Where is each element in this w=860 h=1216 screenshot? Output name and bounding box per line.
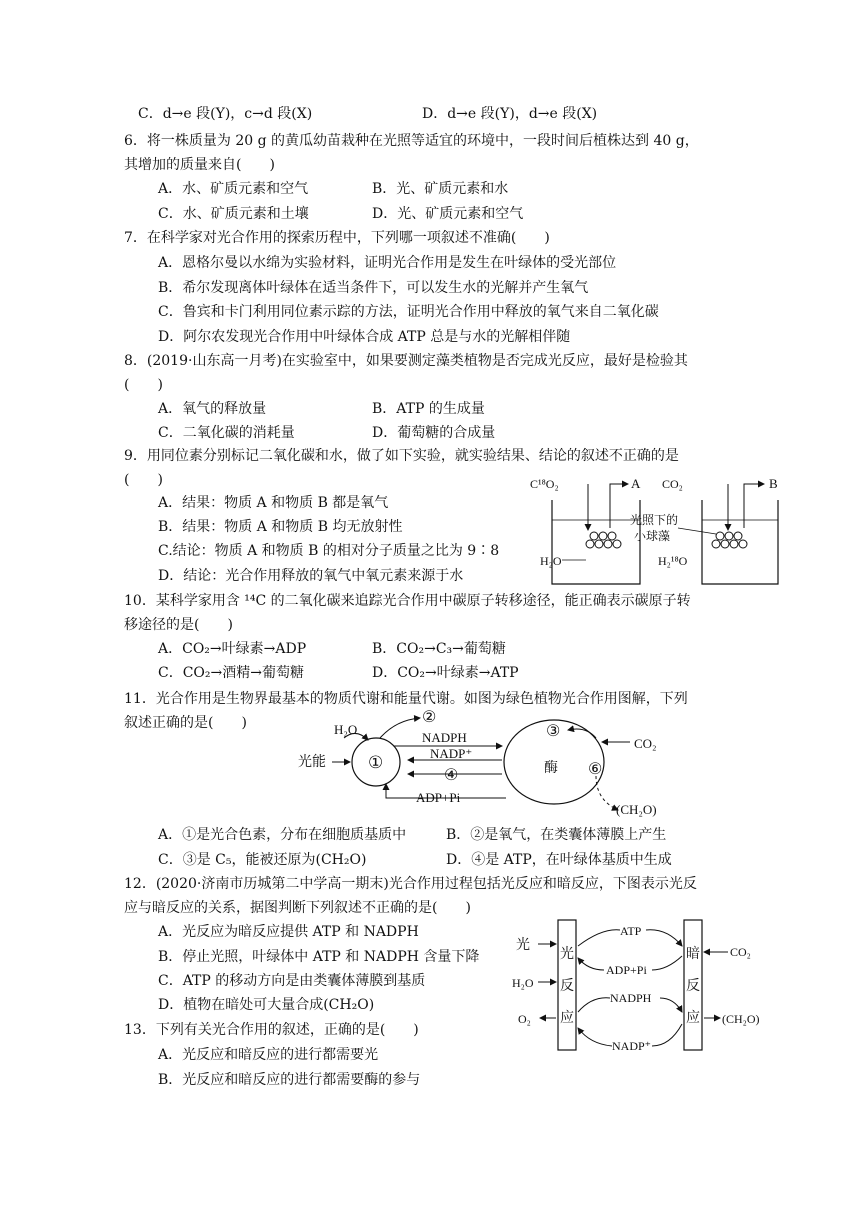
q13-option-a: A．光反应和暗反应的进行都需要光 — [158, 1047, 379, 1063]
q10-option-c: C．CO₂→酒精→葡萄糖 — [158, 665, 304, 681]
q9-stem-line1: 9．用同位素分别标记二氧化碳和水，做了如下实验，就实验结果、结论的叙述不正确的是 — [124, 448, 679, 464]
left-gas-outlet-arrow — [610, 484, 628, 528]
q7-option-d: D．阿尔农发现光合作用中叶绿体合成 ATP 总是与水的光解相伴随 — [158, 329, 571, 345]
q10-stem-line2: 移途径的是( ) — [124, 617, 233, 633]
left-output-label: A — [631, 476, 641, 491]
circle-3-label: ③ — [546, 723, 561, 740]
q8-stem-line1: 8．(2019·山东高一月考)在实验室中，如果要测定藻类植物是否完成光反应，最好是检验其 — [124, 353, 688, 369]
cycle-arrow — [568, 729, 596, 738]
nadp-curve — [652, 1024, 682, 1046]
light-reaction-char3: 应 — [560, 1011, 574, 1026]
adp-pi-label: ADP+Pi — [606, 963, 647, 977]
ch2o-label: (CH₂O) — [722, 1012, 760, 1026]
q12-option-b: B．停止光照，叶绿体中 ATP 和 NADPH 含量下降 — [158, 949, 480, 965]
q5-option-c: C．d→e 段(Y)，c→d 段(X) — [138, 106, 313, 122]
nadph-label: NADPH — [610, 991, 652, 1005]
q11-option-b: B．②是氧气，在类囊体薄膜上产生 — [446, 827, 667, 843]
circle-6-label: ⑥ — [588, 761, 603, 778]
ch2o-label: (CH₂O) — [616, 802, 657, 817]
left-gas-label: C¹⁸O₂ — [530, 477, 559, 491]
q10-option-a: A．CO₂→叶绿素→ADP — [158, 641, 307, 657]
q12-stem-line1: 12．(2020·济南市历城第二中学高一期末)光合作用过程包括光反应和暗反应，下图表示光反 — [124, 876, 697, 892]
h2o-label: H₂O — [334, 722, 358, 737]
algae-label-line2: 小球藻 — [634, 529, 671, 543]
q7-option-a: A．恩格尔曼以水绵为实验材料，证明光合作用是发生在叶绿体的受光部位 — [158, 255, 617, 271]
q7-stem: 7．在科学家对光合作用的探索历程中，下列哪一项叙述不准确( ) — [124, 230, 550, 246]
adp-curve — [652, 956, 682, 970]
left-water-label: H₂O — [540, 554, 562, 568]
q9-option-b: B．结果：物质 A 和物质 B 均无放射性 — [158, 519, 403, 535]
light-reaction-char1: 光 — [560, 947, 574, 962]
q9-option-a: A．结果：物质 A 和物质 B 都是氧气 — [158, 495, 389, 511]
co2-label: CO₂ — [730, 945, 751, 959]
right-algae — [712, 532, 747, 548]
q11-option-a: A．①是光合色素，分布在细胞质基质中 — [158, 827, 407, 843]
q11-photosynthesis-diagram — [296, 708, 676, 824]
q8-option-d: D．葡萄糖的合成量 — [372, 425, 496, 441]
q11-option-d: D．④是 ATP，在叶绿体基质中生成 — [446, 852, 672, 868]
algae-label-line1: 光照下的 — [630, 513, 679, 527]
nadph-curve — [578, 998, 610, 1012]
light-label: 光 — [516, 938, 530, 953]
q12-light-dark-reaction-diagram — [512, 916, 770, 1058]
atp-curve — [578, 930, 620, 946]
circle-2-label: ② — [422, 709, 437, 726]
q9-stem-line2: ( ) — [124, 472, 163, 488]
q11-option-c: C．③是 C₅，能被还原为(CH₂O) — [158, 852, 367, 868]
dark-reaction-char2: 反 — [686, 979, 700, 994]
dark-reaction-char1: 暗 — [686, 947, 700, 962]
q12-stem-line2: 应与暗反应的关系，据图判断下列叙述不正确的是( ) — [124, 900, 471, 916]
q12-option-d: D．植物在暗处可大量合成(CH₂O) — [158, 997, 375, 1013]
q10-option-b: B．CO₂→C₃→葡萄糖 — [372, 641, 506, 657]
q7-option-b: B．希尔发现离体叶绿体在适当条件下，可以发生水的光解并产生氧气 — [158, 280, 589, 296]
q10-stem-line1: 10．某科学家用含 ¹⁴C 的二氧化碳来追踪光合作用中碳原子转移途径，能正确表示碳原子转 — [124, 593, 691, 609]
adp-pi-label: ADP+Pi — [416, 790, 461, 805]
left-algae — [586, 532, 621, 548]
q9-experiment-figure — [528, 472, 790, 590]
q11-stem-line2: 叙述正确的是( ) — [124, 715, 247, 731]
product2-arrow — [380, 718, 420, 738]
q6-option-b: B．光、矿质元素和水 — [372, 181, 509, 197]
q6-stem-line2: 其增加的质量来自( ) — [124, 157, 275, 173]
nadp-label: NADP⁺ — [430, 746, 473, 761]
nadp-label: NADP⁺ — [612, 1039, 652, 1053]
q6-option-d: D．光、矿质元素和空气 — [372, 206, 524, 222]
co2-label: CO₂ — [634, 736, 657, 751]
q7-option-c: C．鲁宾和卡门利用同位素示踪的方法，证明光合作用中释放的氧气来自二氧化碳 — [158, 304, 659, 320]
circle-4-label: ④ — [444, 767, 459, 784]
q8-option-a: A．氧气的释放量 — [158, 401, 267, 417]
right-output-label: B — [769, 476, 778, 491]
q13-stem: 13．下列有关光合作用的叙述，正确的是( ) — [124, 1022, 419, 1038]
q13-option-b: B．光反应和暗反应的进行都需要酶的参与 — [158, 1072, 421, 1088]
right-gas-outlet-arrow — [744, 484, 764, 528]
q5-option-d: D．d→e 段(Y)，d→e 段(X) — [422, 106, 598, 122]
atp-label: ATP — [620, 924, 642, 938]
o2-label: O₂ — [518, 1012, 531, 1026]
q8-stem-line2: ( ) — [124, 377, 163, 393]
q11-stem-line1: 11．光合作用是生物界最基本的物质代谢和能量代谢。如图为绿色植物光合作用图解，下列 — [124, 691, 688, 707]
q9-option-d: D．结论：光合作用释放的氧气中氧元素来源于水 — [158, 568, 464, 584]
q12-option-a: A．光反应为暗反应提供 ATP 和 NADPH — [158, 924, 419, 940]
light-reaction-char2: 反 — [560, 979, 574, 994]
dark-reaction-char3: 应 — [686, 1011, 700, 1026]
q8-option-b: B．ATP 的生成量 — [372, 401, 485, 417]
circle-1-label: ① — [368, 753, 384, 772]
q12-option-c: C．ATP 的移动方向是由类囊体薄膜到基质 — [158, 973, 426, 989]
light-energy-label: 光能 — [298, 755, 326, 770]
q9-option-c: C.结论：物质 A 和物质 B 的相对分子质量之比为 9∶8 — [158, 543, 500, 559]
right-water-label: H₂¹⁸O — [658, 554, 688, 568]
q8-option-c: C．二氧化碳的消耗量 — [158, 425, 295, 441]
right-gas-label: CO₂ — [662, 477, 683, 491]
q10-option-d: D．CO₂→叶绿素→ATP — [372, 665, 519, 681]
h2o-label: H₂O — [512, 976, 534, 990]
q6-option-a: A．水、矿质元素和空气 — [158, 181, 309, 197]
enzyme-label: 酶 — [544, 761, 558, 776]
nadph-label: NADPH — [422, 730, 467, 745]
q6-stem-line1: 6．将一株质量为 20 g 的黄瓜幼苗栽种在光照等适宜的环境中，一段时间后植株达到 40 g， — [124, 133, 699, 149]
q6-option-c: C．水、矿质元素和土壤 — [158, 206, 309, 222]
